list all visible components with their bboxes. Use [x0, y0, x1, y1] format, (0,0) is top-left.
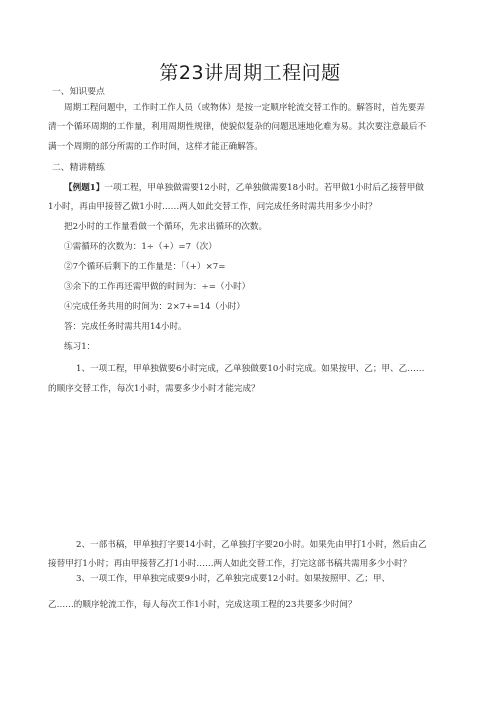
practice-heading: 练习1： — [64, 342, 96, 352]
solution-line-1: 把2小时的工作量看做一个循环，先求出循环的次数。 — [64, 222, 268, 232]
solution-line-3: ②7个循环后剩下的工作量是：「（+）×7= — [64, 262, 226, 272]
example-tag: 【例题1】 — [64, 183, 105, 193]
solution-line-2: ①需循环的次数为：1÷（+）=7（次） — [64, 242, 217, 252]
solution-line-5: ④完成任务共用的时间为：2×7+=14（小时） — [64, 302, 245, 312]
practice-q2-line-1: 2、一部书稿，甲单独打字要14小时，乙单独打字要20小时。如果先由甲打1小时，然后由乙 — [76, 540, 427, 550]
section-heading-practice: 二、精讲精练 — [52, 163, 105, 173]
example-question-text: 一项工程，甲单独做需要12小时，乙单独做需要18小时。若甲做1小时后乙接替甲做 — [104, 183, 424, 193]
knowledge-para-line-3: 满一个周期的部分所需的工作时间，这样才能正确解答。 — [48, 142, 263, 152]
knowledge-para-line-1: 周期工程问题中，工作时工作人员（或物体）是按一定顺序轮流交替工作的。解答时，首先要弄 — [64, 103, 425, 113]
example-1-line-1 — [64, 183, 424, 194]
practice-q3-line-2: 乙……的顺序轮流工作，每人每次工作1小时，完成这项工程的23共要多少时间？ — [48, 600, 357, 610]
knowledge-para-line-2: 清一个循环周期的工作量，利用周期性规律，使貌似复杂的问题迅速地化难为易。其次要注意最后不 — [48, 122, 427, 132]
page-title: 第23讲周期工程问题 — [159, 62, 341, 84]
practice-q3-line-1: 3、一项工作，甲单独完成要9小时，乙单独完成要12小时。如果按照甲、乙；甲、 — [76, 574, 391, 584]
practice-q1-line-1: 1、一项工程，甲单独做要6小时完成，乙单独做要10小时完成。如果按甲、乙；甲、乙…… — [76, 364, 425, 374]
section-heading-knowledge: 一、知识要点 — [52, 87, 105, 97]
practice-q2-line-2: 接替甲打1小时；再由甲接替乙打1小时……两人如此交替工作，打完这部书稿共需用多少小时？ — [48, 559, 412, 569]
solution-line-4: ③余下的工作再还需甲做的时间为：÷=（小时） — [64, 282, 251, 292]
practice-q1-line-2: 的顺序交替工作，每次1小时，需要多少小时才能完成？ — [48, 384, 260, 394]
solution-answer: 答：完成任务时需共用14小时。 — [64, 322, 187, 332]
example-1-line-2: 1小时，再由甲接替乙做1小时……两人如此交替工作，问完成任务时需共用多少小时？ — [48, 202, 377, 212]
